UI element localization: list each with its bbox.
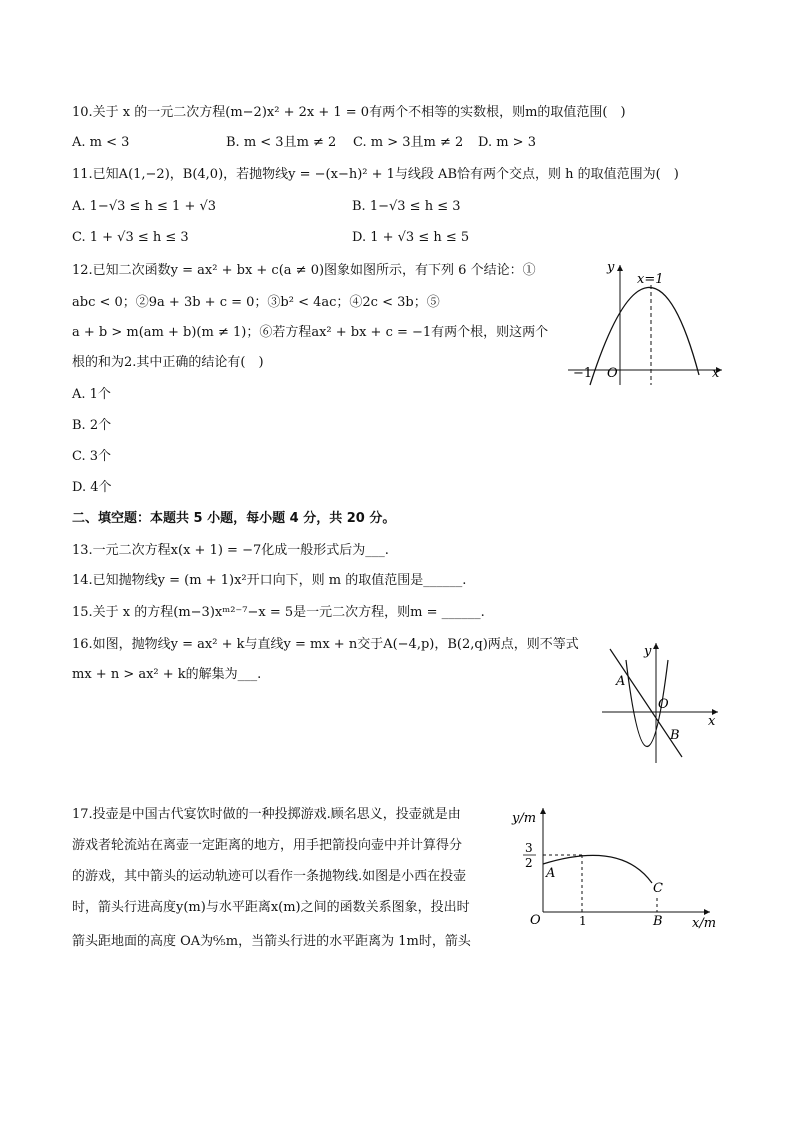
q12-x-label: x — [712, 366, 720, 381]
q17-line-3: 的游戏，其中箭头的运动轨迹可以看作一条抛物线.如图是小西在投壶 — [72, 869, 467, 884]
q17-parabola — [543, 855, 652, 883]
q12-option-b: B. 2个 — [72, 418, 112, 433]
q11-option-a: A. 1−√3 ≤ h ≤ 1 + √3 — [72, 199, 217, 214]
q11-option-b: B. 1−√3 ≤ h ≤ 3 — [352, 199, 461, 214]
q16-line-2: mx + n > ax² + k的解集为___. — [72, 667, 262, 682]
q17-line-2: 游戏者轮流站在离壶一定距离的地方，用手把箭投向壶中并计算得分 — [72, 838, 463, 853]
q17-line-1: 17.投壶是中国古代宴饮时做的一种投掷游戏.顾名思义，投壶就是由 — [72, 807, 461, 822]
q17-figure — [508, 800, 728, 932]
q12-option-d: D. 4个 — [72, 480, 112, 495]
q12-neg1-label: −1 — [573, 366, 593, 381]
q12-y-arrow — [617, 265, 623, 271]
q12-line-4: 根的和为2.其中正确的结论有( ) — [72, 355, 264, 370]
q17-frac-num: 3 — [525, 841, 533, 855]
q12-option-c: C. 3个 — [72, 449, 112, 464]
q15-stem: 15.关于 x 的方程(m−3)xᵐ²⁻⁷−x = 5是一元二次方程，则m = ______. — [72, 605, 485, 620]
q17-c-label: C — [653, 881, 663, 896]
q17-line-5: 箭头距地面的高度 OA为⁶⁄₅m，当箭头行进的水平距离为 1m时，箭头 — [72, 934, 471, 949]
q12-line-1: 12.已知二次函数y = ax² + bx + c(a ≠ 0)图象如图所示，有下列 6 个结论：① — [72, 263, 536, 278]
q12-axis-label: x=1 — [637, 272, 664, 287]
q10-option-d: D. m > 3 — [478, 135, 536, 150]
q16-x-label: x — [708, 714, 716, 729]
q16-figure — [598, 635, 728, 770]
q10-option-c: C. m > 3且m ≠ 2 — [353, 135, 464, 150]
q16-y-arrow — [653, 643, 659, 649]
q11-option-d: D. 1 + √3 ≤ h ≤ 5 — [352, 230, 470, 245]
section-2-heading: 二、填空题：本题共 5 小题，每小题 4 分，共 20 分。 — [72, 511, 396, 526]
q17-a-label: A — [546, 866, 556, 881]
q13-stem: 13.一元二次方程x(x + 1) = −7化成一般形式后为___. — [72, 543, 389, 558]
q16-b-label: B — [670, 728, 680, 743]
q17-line-4: 时，箭头行进高度y(m)与水平距离x(m)之间的函数关系图象，投出时 — [72, 900, 470, 915]
q12-line-3: a + b > m(am + b)(m ≠ 1)；⑥若方程ax² + bx + c = −1有两个根，则这两个 — [72, 325, 549, 340]
q11-stem: 11.已知A(1,−2)，B(4,0)，若抛物线y = −(x−h)² + 1与线段 AB恰有两个交点，则 h 的取值范围为( ) — [72, 167, 679, 182]
q16-a-label: A — [616, 674, 626, 689]
q17-frac-den: 2 — [525, 856, 533, 870]
q16-origin-label: O — [658, 697, 669, 712]
q17-y-arrow — [540, 808, 546, 814]
q17-origin-label: O — [530, 913, 541, 928]
q12-parabola-figure — [560, 255, 730, 390]
q12-y-label: y — [607, 260, 615, 275]
q16-y-label: y — [644, 644, 652, 659]
q16-line-1: 16.如图，抛物线y = ax² + k与直线y = mx + n交于A(−4,p)，B(2,q)两点，则不等式 — [72, 637, 579, 652]
q17-b-label: B — [653, 914, 663, 929]
q17-one-label: 1 — [579, 914, 587, 928]
q17-x-label: x/m — [692, 916, 717, 931]
q17-x-arrow — [704, 909, 710, 915]
q17-y-label: y/m — [512, 811, 537, 826]
q10-option-a: A. m < 3 — [72, 135, 130, 150]
q12-origin-label: O — [607, 366, 618, 381]
q12-line-2: abc < 0；②9a + 3b + c = 0；③b² < 4ac；④2c < 3b；⑤ — [72, 295, 440, 310]
q10-option-b: B. m < 3且m ≠ 2 — [226, 135, 337, 150]
q10-stem: 10.关于 x 的一元二次方程(m−2)x² + 2x + 1 = 0有两个不相等的实数根，则m的取值范围( ) — [72, 105, 626, 120]
q14-stem: 14.已知抛物线y = (m + 1)x²开口向下，则 m 的取值范围是______. — [72, 573, 467, 588]
q11-option-c: C. 1 + √3 ≤ h ≤ 3 — [72, 230, 189, 245]
q12-option-a: A. 1个 — [72, 387, 111, 402]
